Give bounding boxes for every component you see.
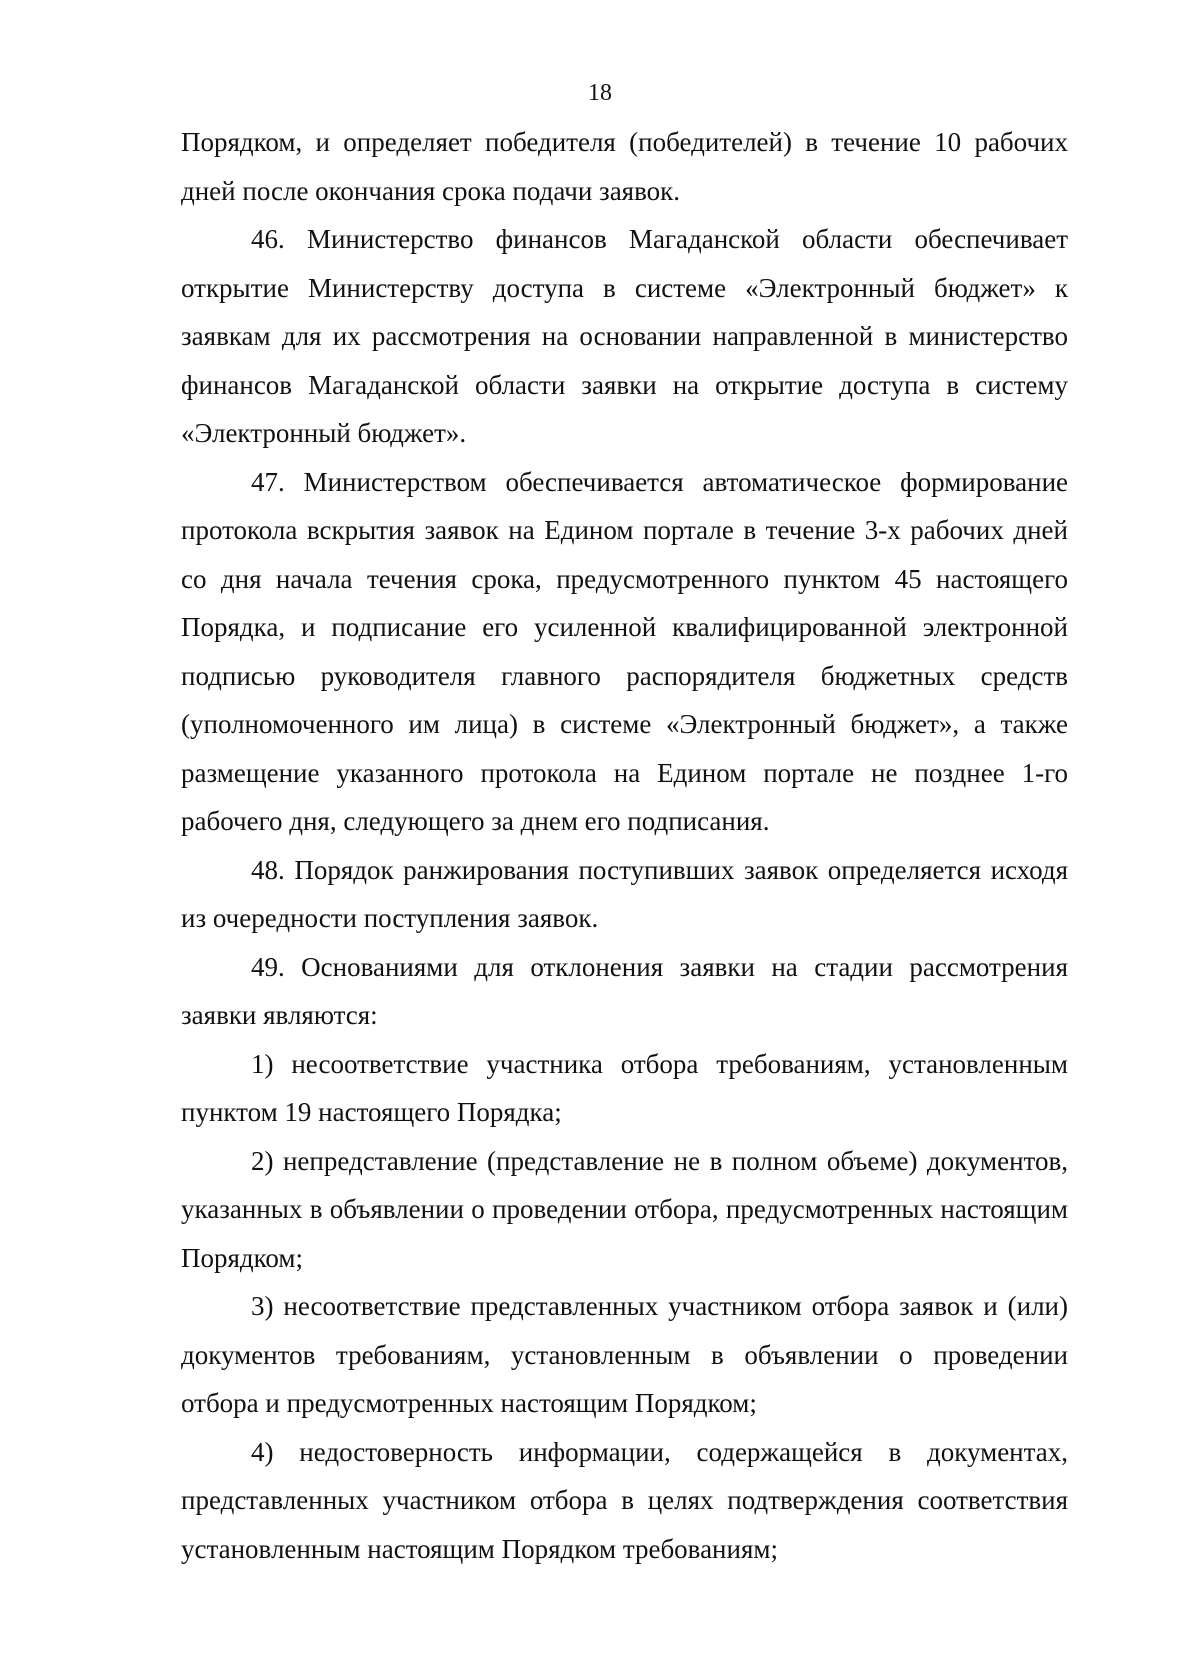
paragraph-47: 47. Министерством обеспечивается автоматическое формирование протокола вскрытия заявок на Едином портале в течение 3-х рабочих дней со дня начала течения срока, предусмотренного пунктом 45 настоящего Порядка, и подписание его усиленной квалифицированной электронной подписью руководителя главного распорядителя бюджетных средств (уполномоченного им лица) в системе «Электронный бюджет», а также размещение указанного протокола на Едином портале не позднее 1-го рабочего дня, следующего за днем его подписания. [181,466,1068,836]
paragraph-continuation: Порядком, и определяет победителя (победителей) в течение 10 рабочих дней после окончания срока подачи заявок. [181,127,1068,206]
list-item-2: 2) непредставление (представление не в полном объеме) документов, указанных в объявлении о проведении отбора, предусмотренных настоящим Порядком; [181,1145,1068,1273]
list-item-1: 1) несоответствие участника отбора требованиям, установленным пунктом 19 настоящего Порядка; [181,1048,1068,1127]
list-item-4: 4) недостоверность информации, содержащейся в документах, представленных участником отбора в целях подтверждения соответствия установленным настоящим Порядком требованиям; [181,1436,1068,1564]
paragraph-49: 49. Основаниями для отклонения заявки на стадии рассмотрения заявки являются: [181,951,1068,1030]
page-number: 18 [588,80,612,106]
paragraph-46: 46. Министерство финансов Магаданской области обеспечивает открытие Министерству доступа в системе «Электронный бюджет» к заявкам для их рассмотрения на основании направленной в министерство финансов Магаданской области заявки на открытие доступа в систему «Электронный бюджет». [181,224,1068,448]
document-body [181,118,1068,1573]
paragraph-48: 48. Порядок ранжирования поступивших заявок определяется исходя из очередности поступления заявок. [181,854,1068,933]
list-item-3: 3) несоответствие представленных участником отбора заявок и (или) документов требованиям, установленным в объявлении о проведении отбора и предусмотренных настоящим Порядком; [181,1291,1068,1418]
